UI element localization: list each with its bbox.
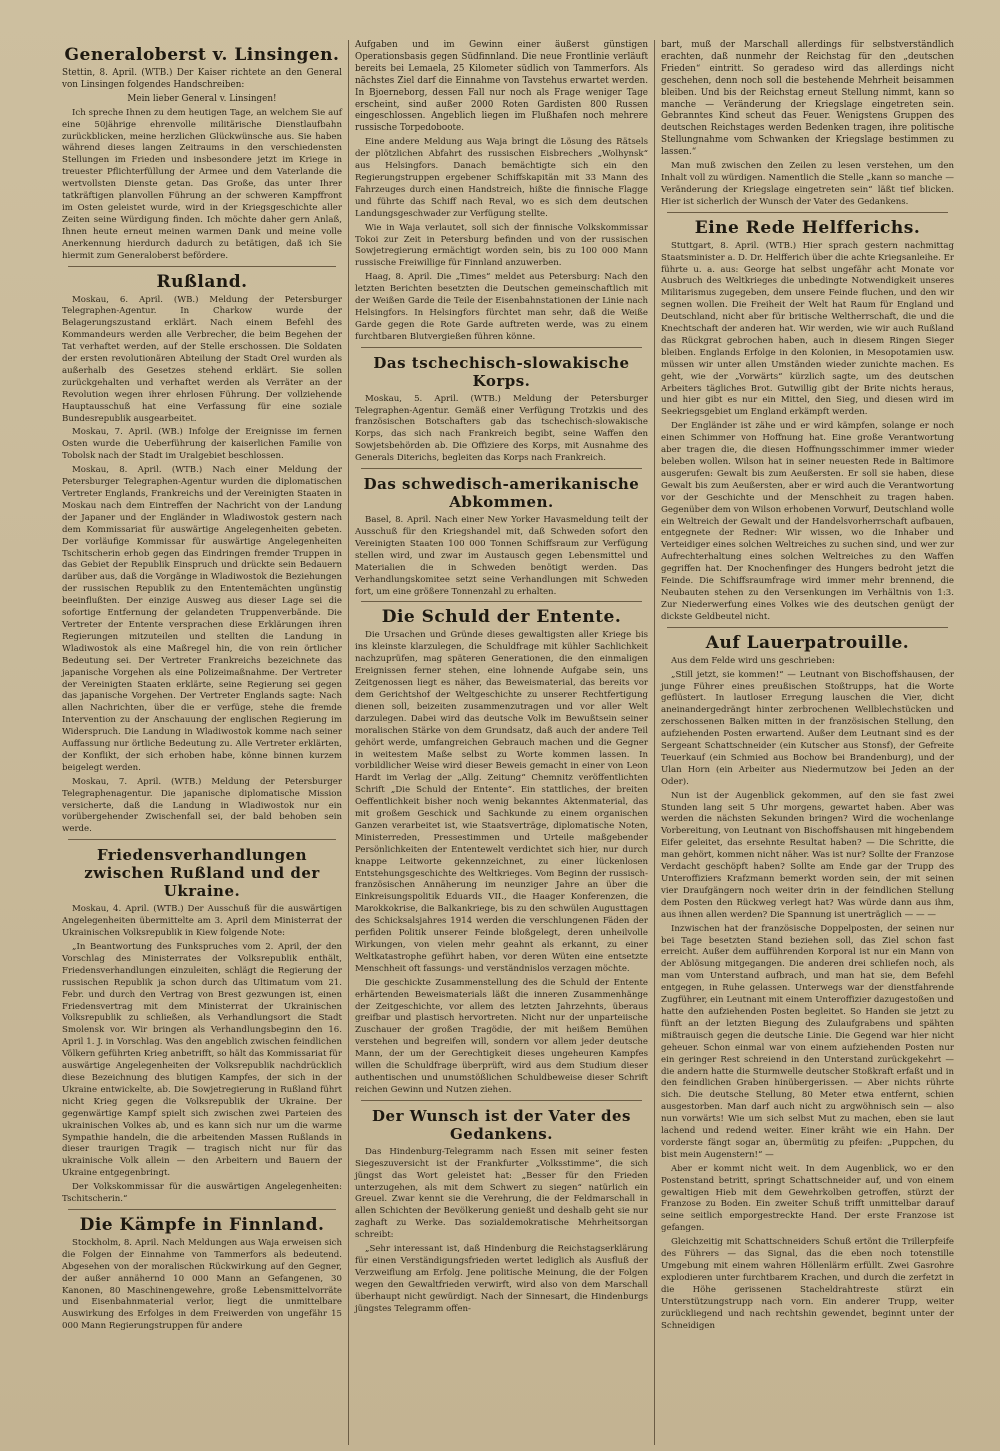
- paragraph: Die Ursachen und Gründe dieses gewaltigsten aller Kriege bis ins kleinste klarzulegen, die Schuldfrage mit kühler Sachlichkeit nachzuprüfen, mag späteren Generationen, die den einmaligen Ereignissen ferner stehen, eine lohnende Aufgabe sein, uns Zeitgenossen liegt es näher, das Beweismaterial, das bereits vor dem Gerichtshof der Weltgeschichte zu unserer Rechtfertigung dienen soll, beizeiten zusammenzutragen und vor aller Welt darzulegen. Dabei wird das deutsche Volk im Bewußtsein seiner moralischen Stärke von dem Grundsatz, daß auch der andere Teil gehört werde, umfangreichen Gebrauch machen und die Gegner in weitestem Maße selbst zu Worte kommen lassen. In vorbildlicher Weise wird dieser Beweis gemacht in einer von Leon Hardt im Verlag der „Allg. Zeitung“ Chemnitz veröffentlichten Schrift „Die Schuld der Entente“. Ein stattliches, der breiten Oeffentlichkeit bisher noch wenig bekanntes Aktenmaterial, das mit großem Geschick und Sachkunde zu einem organischen Ganzen verarbeitet ist, wie Staatsverträge, diplomatische Noten, Ministerreden, Pressestimmen und Urteile maßgebender Persönlichkeiten der Ententewelt verdichtet sich hier, nur durch knappe Leitworte gekennzeichnet, zu einer lückenlosen Entstehungsgeschichte des Weltkrieges. Vom Beginn der russisch-französischen Annäherung im neunziger Jahre an über die Einkreisungspolitik Eduards VII., die Haager Konferenzen, die Marokkokrise, die Balkankriege, bis zu den schwülen Augusttagen des Schicksalsjahres 1914 werden die verschlungenen Fäden der perfiden Politik unserer Feinde bloßgelegt, deren unheilvolle Wirkungen, von vielen mehr geahnt als erkannt, zu einer Weltkatastrophe geführt haben, vor deren Wüten eine entsetzte Menschheit oft fassungs- und verständnislos verzagen möchte.: [355, 630, 648, 974]
- paragraph: Wie in Waja verlautet, soll sich der finnische Volkskommissar Tokoi zur Zeit in Petersburg befinden und von der russischen Sowjetregierung ermächtigt worden sein, bis zu 100 000 Mann russische Freiwillige für Finnland anzuwerben.: [355, 222, 648, 269]
- headline-helfferich: Eine Rede Helfferichs.: [694, 217, 921, 238]
- paragraph: Der Volkskommissar für die auswärtigen Angelegenheiten: Tschitscherin.“: [62, 1182, 342, 1205]
- divider: [68, 266, 336, 267]
- paragraph: „Sehr interessant ist, daß Hindenburg die Reichstagserklärung für einen Verständigungsfrieden wertet lediglich als Ausfluß der Verzweiflung am Erfolg. Jene politische Meinung, die der Folgen wegen den Gewaltfrieden verwirft, wird also von dem Marschall überhaupt nicht gewürdigt. Nach der Sinnesart, die Hindenburgs jüngstes Telegramm offen-: [355, 1244, 648, 1314]
- headline-friedensverhandlungen: Friedensverhandlungen zwischen Rußland und der Ukraine.: [84, 846, 320, 901]
- paragraph: Stettin, 8. April. (WTB.) Der Kaiser richtete an den General von Linsingen folgendes Handschreiben:: [62, 68, 342, 90]
- paragraph: Moskau, 5. April. (WTB.) Meldung der Petersburger Telegraphen-Agentur. Gemäß einer Verfügung Trotzkis und des französischen Botschafters gab das tschechisch-slowakische Korps, das sich nach Frankreich begibt, seine Waffen den Sowjetsbehörden ab. Die Offiziere des Korps, mit Ausnahme des Generals Diterichs, begleiten das Korps nach Frankreich.: [355, 393, 648, 464]
- paragraph: Moskau, 4. April. (WTB.) Der Ausschuß für die auswärtigen Angelegenheiten übermittelte am 3. April dem Ministerrat der Ukrainischen Volksrepublik in Kiew folgende Note:: [62, 904, 342, 939]
- paragraph: Aufgaben und im Gewinn einer äußerst günstigen Operationsbasis gegen Südfinnland. Die neue Frontlinie verläuft bereits bei Lemaela, 25 Kilometer südlich von Tammerfors. Als nächstes Ziel darf die Einnahme von Tavstehus erwartet werden. In Bjoerneborg, dessen Fall nur noch als Frage weniger Tage erscheint, sind außer 2000 Roten Gardisten 800 Russen eingeschlossen. Angeblich liegen im Flußhafen noch mehrere russische Torpedoboote.: [355, 40, 648, 134]
- paragraph: Aber er kommt nicht weit. In dem Augenblick, wo er den Postenstand betritt, springt Schattschneider auf, und von einem gewaltigen Hieb mit dem Gewehrkolben getroffen, stürzt der Franzose zu Boden. Ein zweiter Schuß trifft unmittelbar darauf seine seitlich emporgestreckte Hand. Der erste Franzose ist gefangen.: [661, 1163, 954, 1234]
- paragraph: „In Beantwortung des Funkspruches vom 2. April, der den Vorschlag des Ministerrates der Volksrepublik enthält, Friedensverhandlungen einzuleiten, schlägt die Regierung der russischen Republik ja schon durch das Ultimatum vom 21. Febr. und durch den Vertrag von Brest gezwungen ist, einen Friedensvertrag mit dem Ministerrat der Ukrainischen Volksrepublik zu schließen, als Verhandlungsort die Stadt Smolensk vor. Wir bringen als Verhandlungsbeginn den 16. April 1. J. in Vorschlag. Was den angeblich zwischen feindlichen Völkern geführten Krieg anbetrifft, so hält das Kommissariat für auswärtige Angelegenheiten der Volksrepublik nachdrücklich diese Bezeichnung des blutigen Kampfes, der sich in der Ukraine entwickelte, ab. Die Sowjetregierung in Rußland führt nicht Krieg gegen die Volksrepublik der Ukraine. Der gegenwärtige Kampf spielt sich zwischen zwei Parteien des ukrainischen Volkes ab, und es kann sich nur um die warme Sympathie handeln, die die arbeitenden Massen Rußlands in dieser traurigen Tragik — tragisch nicht nur für das ukrainische Volk allein — den Arbeitern und Bauern der Ukraine entgegenbringt.: [62, 942, 342, 1179]
- divider: [667, 212, 948, 213]
- divider: [361, 468, 642, 469]
- divider: [361, 1100, 642, 1101]
- paragraph: „Still jetzt, sie kommen!“ — Leutnant von Bischoffshausen, der junge Führer eines preußischen Stoßtrupps, hat die Worte geflüstert. In lautloser Erregung lauschen die Vier, dicht aneinandergedrängt hinter zerbrochenen Wellblechstücken und zerschossenen Balken mitten in der französischen Stellung, den aufziehenden Posten erwartend. Außer dem Leutnant sind es der Sergeant Schattschneider (ein Kutscher aus Stonsf), der Gefreite Teuerkauf (ein Schmied aus Bochow bei Brandenburg), und der Ulan Horn (ein Arbeiter aus Niedermutzow bei Jeden an der Oder).: [661, 669, 954, 787]
- column-right: [654, 40, 960, 1445]
- headline-russland: Rußland.: [156, 271, 248, 292]
- column-middle: [348, 40, 654, 1445]
- headline-wunsch: Der Wunsch ist der Vater des Gedankens.: [372, 1106, 631, 1143]
- headline-korps: Das tschechisch-slowakische Korps.: [373, 353, 630, 390]
- headline-abkommen: Das schwedisch-amerikanische Abkommen.: [363, 475, 640, 512]
- paragraph: Haag, 8. April. Die „Times“ meldet aus Petersburg: Nach den letzten Berichten besetzten die Deutschen gemeinschaftlich mit der Weißen Garde die Teile der Eisenbahnstationen der Linie nach Helsingfors. In Helsingfors fürchtet man sehr, daß die Weiße Garde gegen die Rote Garde auftreten werde, was zu einem furchtbaren Blutvergießen führen könne.: [355, 272, 648, 342]
- paragraph: Aus dem Felde wird uns geschrieben:: [671, 655, 835, 666]
- paragraph: Eine andere Meldung aus Waja bringt die Lösung des Rätsels der plötzlichen Abfahrt des russischen Eisbrechers „Wolhynsk“ aus Helsingfors. Danach bemächtigte sich ein den Regierungstruppen ergebener Schiffskapitän mit 33 Mann des Fahrzeuges durch einen Handstreich, hißte die finnische Flagge und führte das Schiff nach Reval, wo es sich dem deutschen Landungsgeschwader zur Verfügung stellte.: [355, 137, 648, 219]
- paragraph: bart, muß der Marschall allerdings für selbstverständlich erachten, daß nunmehr der Reichstag für den „deutschen Frieden“ eintritt. So geradeso wird das allerdings nicht geschehen, denn noch soll die bestehende Mehrheit beisammen bleiben. Und bis der Reichstag erneut Stellung nimmt, kann so manche — Veränderung der Kriegslage eingetreten sein. Gebranntes Kind scheut das Feuer. Wenigstens Gruppen des deutschen Reichstages werden Bedenken tragen, ihre politische Stellungnahme vom Schwanken der Kriegslage bestimmen zu lassen.“: [661, 40, 954, 158]
- paragraph: Der Engländer ist zähe und er wird kämpfen, solange er noch einen Schimmer von Hoffnung hat. Eine große Verantwortung aber tragen die, die diesen Hoffnungsschimmer immer wieder beleben wollen. Wilson hat in seiner neuesten Rede in Baltimore ausgerufen: Gewalt bis zum Aeußersten. Er soll sie haben, diese Gewalt bis zum Aeußersten, aber er wird auch die Verantwortung vor der Geschichte und der Menschheit zu tragen haben. Gegenüber dem von Wilson erhobenen Vorwurf, Deutschland wolle ein Weltreich der Gewalt und der Handelsvorherrschaft aufbauen, entgegnete der Redner: Wir wissen, wo die Inhaber und Verteidiger eines solchen Weltreiches zu suchen sind, und wer zur Aufrechterhaltung eines solchen Weltreiches zu den Waffen gegriffen hat. Der Knochenfinger des Hungers bedroht jetzt die Feinde. Die Schiffsraumfrage wird immer mehr brennend, die Neubauten stehen zu den Versenkungen im Verhältnis von 1:3. Zur Niederwerfung eines Volkes wie des deutschen genügt der dickste Geldbeutel nicht.: [661, 421, 954, 622]
- headline-finnland: Die Kämpfe in Finnland.: [79, 1214, 325, 1235]
- paragraph: Gleichzeitig mit Schattschneiders Schuß ertönt die Trillerpfeife des Führers — das Signal, das die eben noch totenstille Umgebung mit einem wahren Höllenlärm erfüllt. Zwei Gasrohre explodieren unter furchtbarem Krachen, und durch die zerfetzt in die Höhe gerissenen Stacheldrahtreste stürzt ein Unterstützungstrupp nach vorn. Ein anderer Trupp, weiter zurückliegend und nach rechtshin gewendet, beginnt unter der Schneidigen: [661, 1237, 954, 1331]
- headline-schuld-entente: Die Schuld der Entente.: [381, 607, 622, 628]
- paragraph: Moskau, 7. April. (WTB.) Meldung der Petersburger Telegraphenagentur. Die japanische diplomatische Mission versicherte, daß die Landung in Wladiwostok nur ein vorübergehender Zwischenfall sei, der bald behoben sein werde.: [62, 776, 342, 835]
- paragraph: Ich spreche Ihnen zu dem heutigen Tage, an welchem Sie auf eine 50jährige ehrenvolle militärische Dienstlaufbahn zurückblicken, meine herzlichen Glückwünsche aus. Sie haben während dieses langen Zeitraums in den verschiedensten Stellungen im Frieden und insbesondere jetzt im Kriege in treuester Pflichterfüllung der Armee und dem Vaterlande die wertvollsten Dienste getan. Das Große, das unter Ihrer tatkräftigen planvollen Führung an der schweren Kampffront im Osten geleistet wurde, wird in der Kriegsgeschichte aller Zeiten seine Würdigung finden. Ich möchte daher gern Anlaß, Ihnen heute erneut meinen warmen Dank und meine volle Anerkennung hierdurch dadurch zu betätigen, daß ich Sie hiermit zum Generaloberst befördere.: [62, 107, 342, 261]
- column-left: [56, 40, 348, 1445]
- paragraph: Moskau, 7. April. (WB.) Infolge der Ereignisse im fernen Osten wurde die Ueberführung der kaiserlichen Familie von Tobolsk nach der Stadt im Uralgebiet beschlossen.: [62, 427, 342, 462]
- paragraph: Inzwischen hat der französische Doppelposten, der seinen nur bei Tage besetzten Stand beziehen soll, das Ziel schon fast erreicht. Außer dem aufführenden Korporal ist nur ein Mann von der Ablösung mitgegangen. Die anderen drei schliefen noch, als man vom Unterstand aufbrach, und man hat sie, dem Befehl entgegen, in Ruhe gelassen. Unterwegs war der dienstfahrende Zugführer, ein Leutnant mit einem Unteroffizier dazugestoßen und hatte den aufziehenden Posten begleitet. So Handen sie jetzt zu fünft an der letzten Biegung des Zulaufgrabens und spähten mißtrauisch gegen die deutsche Linie. Die Gegend war hier nicht geheuer. Schon einmal war von einem aufziehenden Posten nur ein geringer Rest schreiend in den Unterstand zurückgekehrt — die andern hatte die Sturmwelle deutscher Stoßkraft erfaßt und in den feindlichen Graben hinübergerissen. — Aber nichts rührte sich. Die deutsche Stellung, 80 Meter etwa entfernt, schien ausgestorben. Man darf auch nicht zu argwöhnisch sein — also nun vorwärts! Wie um sich selbst Mut zu machen, eben sie laut lachend und redend weiter. Einer kräht wie ein Hahn. Der vorderste fängt sogar an, übermütig zu pfeifen: „Puppchen, du bist mein Augenstern!“ —: [661, 923, 954, 1160]
- headline-linsingen: Generaloberst v. Linsingen.: [64, 45, 340, 65]
- divider: [667, 627, 948, 628]
- paragraph: Das Hindenburg-Telegramm nach Essen mit seiner festen Siegeszuversicht ist der Frankfurter „Volksstimme“, die sich jüngst das Wort geleistet hat: „Besser für den Frieden unterzugehen, als mit dem Schwert zu siegen“ natürlich ein Greuel. Zwar kennt sie die Verehrung, die der Feldmarschall in allen Schichten der Bevölkerung genießt und deshalb geht sie nur zaghaft zu Werke. Das sozialdemokratische Mehrheitsorgan schreibt:: [355, 1146, 648, 1241]
- divider: [68, 1209, 336, 1210]
- divider: [361, 347, 642, 348]
- paragraph: Die geschickte Zusammenstellung des die Schuld der Entente erhärtenden Beweismaterials läßt die inneren Zusammenhänge der Zeitgeschichte, vor allem des letzten Jahrzehnts, überaus greifbar und plastisch hervortreten. Nicht nur der unparteiische Zuschauer der großen Tragödie, der mit heißem Bemühen verstehen und begreifen will, sondern vor allem jeder deutsche Mann, der um der Gerechtigkeit dieses ungeheuren Kampfes willen die Schuldfrage überprüft, wird aus dem Studium dieser authentischen und unumstößlichen Schuldbeweise dieser Schrift reichen Gewinn und Nutzen ziehen.: [355, 977, 648, 1095]
- paragraph: Stuttgart, 8. April. (WTB.) Hier sprach gestern nachmittag Staatsminister a. D. Dr. Helfferich über die achte Kriegsanleihe. Er führte u. a. aus: George hat selbst ungefähr acht Monate vor Ausbruch des Weltkrieges die unbedingte Notwendigkeit unseres Militarismus zugegeben, dem unsere Feinde fluchen, und den wir segnen wollen. Die Freiheit der Welt hat Raum für England und Deutschland, nicht aber für britische Weltherrschaft, die und die Knechtschaft der anderen hat. Wir werden, wie wir auch Rußland das Rückgrat gebrochen haben, auch in diesem Ringen Sieger bleiben. Englands Erfolge in den Kolonien, in Mesopotamien usw. müssen wir unter allen Umständen wieder zunichte machen. Es geht, wie der „Vorwärts“ kürzlich sagte, um des deutschen Arbeiters tägliches Brot. Gutwillig gibt der Brite nichts heraus, und hier gibt es nur ein Mittel, den Sieg, und diesen wird im Seekriegsgebiet um England erkämpft werden.: [661, 240, 954, 418]
- paragraph: Stockholm, 8. April. Nach Meldungen aus Waja erweisen sich die Folgen der Einnahme von Tammerfors als bedeutend. Abgesehen von der moralischen Rückwirkung auf den Gegner, der außer annähernd 10 000 Mann an Gefangenen, 30 Kanonen, 80 Maschinengewehre, große Lebensmittelvorräte und Eisenbahnmaterial verlor, liegt die unmittelbare Auswirkung des Erfolges in dem Freiwerden von ungefähr 15 000 Mann Regierungstruppen für andere: [62, 1237, 342, 1332]
- divider: [68, 839, 336, 840]
- paragraph: Mein lieber General v. Linsingen!: [127, 93, 277, 104]
- paragraph: Nun ist der Augenblick gekommen, auf den sie fast zwei Stunden lang seit 5 Uhr morgens, gewartet haben. Aber was werden die nächsten Sekunden bringen? Wird die wochenlange Vorbereitung, von Leutnant von Bischoffshausen mit hingebendem Eifer geleitet, das ersehnte Resultat haben? — Die Schritte, die man gehört, kommen nicht näher. Was ist nur? Sollte der Franzose Verdacht geschöpft haben? Sollte am Ende gar der Trupp des Unteroffiziers Krafzmann bemerkt worden sein, der mit seinen vier Draufgängern noch weiter drin in der feindlichen Stellung dem Posten den Rückweg verlegt hat? Was würde dann aus ihm, aus ihnen allen werden? Die Spannung ist unerträglich — — —: [661, 790, 954, 920]
- paragraph: Moskau, 6. April. (WB.) Meldung der Petersburger Telegraphen-Agentur. In Charkow wurde der Belagerungszustand erklärt. Nach einem Befehl des Kommandeurs werden alle Verbrecher, die beim Begehen der Tat verhaftet werden, auf der Stelle erschossen. Die Soldaten der ersten revolutionären Abteilung der Stadt Orel wurden als außerhalb des Gesetzes stehend erklärt. Sie sollen zurückgehalten und verhaftet werden als Verräter an der Revolution wegen ihrer ehrlosen Führung. Der vollziehende Hauptausschuß hat eine Verfassung für eine soziale Bundesrepublik ausgearbeitet.: [62, 294, 342, 424]
- paragraph: Moskau, 8. April. (WTB.) Nach einer Meldung der Petersburger Telegraphen-Agentur wurden die diplomatischen Vertreter Englands, Frankreichs und der Vereinigten Staaten in Moskau nach dem Eintreffen der Nachricht von der Landung der Japaner und der Engländer in Wladiwostok gestern nach dem Kommissariat für auswärtige Angelegenheiten gebeten. Der vorläufige Kommissar für auswärtige Angelegenheiten Tschitscherin erhob gegen das Eindringen fremder Truppen in das Gebiet der Republik Einspruch und drückte sein Bedauern darüber aus, daß die Vorgänge in Wladiwostok die Beziehungen der russischen Republik zu den Ententemächten ungünstig beeinflußten. Der einzige Ausweg aus dieser Lage sei die sofortige Entfernung der gelandeten Truppenverbände. Die Vertreter der Entente versprachen diese Erklärungen ihren Regierungen mitzuteilen und stellten die Landung in Wladiwostok als eine Maßregel hin, die von rein örtlicher Bedeutung sei. Der Vertreter Frankreichs bezeichnete das japanische Vorgehen als eine Polizeimaßnahme. Der Vertreter der Vereinigten Staaten erklärte, seine Regierung sei gegen das japanische Vorgehen. Der Vertreter Englands sagte: Nach allen Nachrichten, über die er verfüge, stehe die fremde Intervention zu der Anschauung der englischen Regierung im Widerspruch. Die Landung in Wladiwostok komme nach seiner Auffassung nur örtliche Bedeutung zu. Alle Vertreter erklärten, der Konflikt, der sich erhoben habe, könne binnen kurzem beigelegt werden.: [62, 465, 342, 773]
- divider: [361, 601, 642, 602]
- headline-lauerpatrouille: Auf Lauerpatrouille.: [705, 632, 910, 653]
- paragraph: Basel, 8. April. Nach einer New Yorker Havasmeldung teilt der Ausschuß für den Kriegshandel mit, daß Schweden sofort den Vereinigten Staaten 100 000 Tonnen Schiffsraum zur Verfügung stellen wird, und zwar im Austausch gegen Lebensmittel und Materialien die in Schweden benötigt werden. Das Verhandlungskomitee setzt seine Verhandlungen mit Schweden fort, um eine größere Tonnenzahl zu erhalten.: [355, 515, 648, 597]
- paragraph: Man muß zwischen den Zeilen zu lesen verstehen, um den Inhalt voll zu würdigen. Namentlich die Stelle „kann so manche — Veränderung der Kriegslage eingetreten sein“ läßt tief blicken. Hier ist sicherlich der Wunsch der Vater des Gedankens.: [661, 161, 954, 207]
